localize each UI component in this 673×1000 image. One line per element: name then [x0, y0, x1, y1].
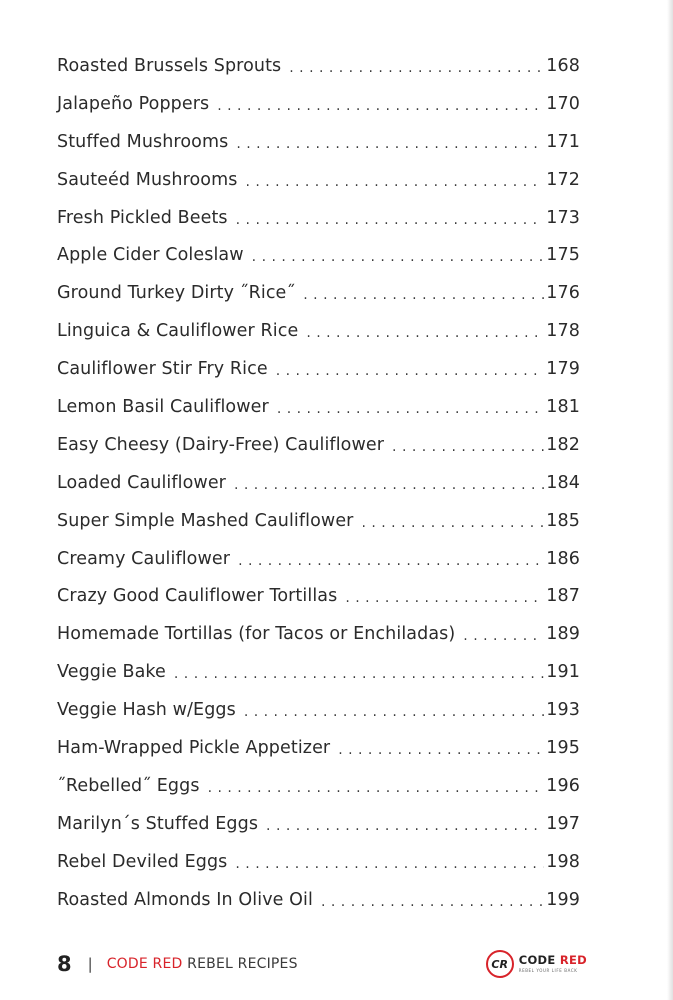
toc-entry — [57, 502, 580, 540]
toc-dot-leader — [361, 515, 544, 531]
toc-entry-title: Veggie Bake — [57, 662, 166, 683]
toc-dot-leader — [208, 780, 544, 796]
toc-entry — [57, 199, 580, 237]
toc-entry-title: Rebel Deviled Eggs — [57, 851, 228, 872]
toc-dot-leader — [338, 742, 544, 758]
footer-brand-rest: REBEL RECIPES — [182, 956, 298, 972]
code-red-logo — [486, 946, 587, 982]
toc-entry — [57, 615, 580, 653]
toc-entry-title: Cauliflower Stir Fry Rice — [57, 359, 268, 380]
toc-entry-title: Ham-Wrapped Pickle Appetizer — [57, 737, 331, 758]
table-of-contents — [57, 47, 580, 918]
toc-entry-title: Veggie Hash w/Eggs — [57, 700, 236, 721]
toc-entry-title: Lemon Basil Cauliflower — [57, 396, 269, 417]
toc-entry-page: 182 — [546, 434, 580, 455]
toc-entry — [57, 767, 580, 805]
toc-entry-page: 176 — [546, 283, 580, 304]
toc-dot-leader — [392, 439, 544, 455]
toc-entry-title: Roasted Brussels Sprouts — [57, 55, 282, 76]
toc-entry — [57, 577, 580, 615]
toc-entry-title: Marilyn´s Stuffed Eggs — [57, 813, 259, 834]
toc-dot-leader — [236, 212, 544, 228]
toc-entry-page: 195 — [546, 737, 580, 758]
toc-entry-page: 191 — [546, 662, 580, 683]
toc-entry — [57, 729, 580, 767]
toc-dot-leader — [244, 704, 544, 720]
toc-entry — [57, 388, 580, 426]
toc-entry — [57, 691, 580, 729]
toc-entry-page: 196 — [546, 775, 580, 796]
toc-dot-leader — [277, 401, 544, 417]
toc-entry-title: ˝Rebelled˝ Eggs — [57, 775, 200, 796]
toc-entry — [57, 464, 580, 502]
toc-dot-leader — [289, 60, 544, 76]
toc-entry — [57, 312, 580, 350]
toc-entry-title: Roasted Almonds In Olive Oil — [57, 889, 313, 910]
toc-entry-page: 168 — [546, 55, 580, 76]
toc-dot-leader — [463, 628, 544, 644]
toc-dot-leader — [235, 856, 544, 872]
toc-dot-leader — [303, 287, 544, 303]
toc-entry-page: 175 — [546, 245, 580, 266]
toc-entry-page: 187 — [546, 586, 580, 607]
toc-dot-leader — [217, 98, 544, 114]
toc-entry-page: 199 — [546, 889, 580, 910]
toc-entry-title: Linguica & Cauliflower Rice — [57, 321, 299, 342]
page-footer — [57, 946, 587, 982]
toc-entry-title: Ground Turkey Dirty ˝Rice˝ — [57, 283, 296, 304]
toc-dot-leader — [345, 590, 544, 606]
toc-entry-page: 171 — [546, 131, 580, 152]
toc-entry-page: 197 — [546, 813, 580, 834]
toc-entry-page: 184 — [546, 472, 580, 493]
logo-text — [519, 955, 587, 973]
page-number: 8 — [57, 952, 72, 976]
toc-entry — [57, 85, 580, 123]
toc-entry-title: Sauteéd Mushrooms — [57, 169, 238, 190]
toc-dot-leader — [234, 477, 544, 493]
toc-entry — [57, 653, 580, 691]
toc-entry-page: 185 — [546, 510, 580, 531]
toc-entry-title: Homemade Tortillas (for Tacos or Enchiladas) — [57, 624, 456, 645]
toc-entry-title: Crazy Good Cauliflower Tortillas — [57, 586, 338, 607]
toc-entry — [57, 843, 580, 881]
toc-entry-title: Loaded Cauliflower — [57, 472, 226, 493]
cr-circle-logo-icon: CR — [486, 950, 514, 978]
toc-dot-leader — [276, 363, 544, 379]
toc-entry-page: 172 — [546, 169, 580, 190]
logo-word-code: CODE — [518, 953, 556, 968]
toc-entry-title: Creamy Cauliflower — [57, 548, 231, 569]
toc-entry-page: 186 — [546, 548, 580, 569]
toc-entry-title: Apple Cider Coleslaw — [57, 245, 244, 266]
page-edge-shadow — [667, 0, 673, 1000]
toc-entry — [57, 805, 580, 843]
toc-entry — [57, 274, 580, 312]
toc-entry — [57, 426, 580, 464]
logo-wordmark — [519, 955, 587, 967]
toc-entry-page: 170 — [546, 93, 580, 114]
toc-entry-title: Fresh Pickled Beets — [57, 207, 228, 228]
toc-entry — [57, 123, 580, 161]
toc-dot-leader — [321, 894, 544, 910]
toc-entry — [57, 236, 580, 274]
toc-entry-page: 181 — [546, 396, 580, 417]
toc-entry-title: Easy Cheesy (Dairy-Free) Cauliflower — [57, 434, 385, 455]
toc-entry-title: Stuffed Mushrooms — [57, 131, 229, 152]
toc-entry — [57, 881, 580, 919]
toc-dot-leader — [174, 666, 544, 682]
toc-dot-leader — [245, 174, 544, 190]
toc-entry-page: 193 — [546, 700, 580, 721]
toc-dot-leader — [252, 249, 544, 265]
toc-dot-leader — [266, 818, 544, 834]
toc-entry-page: 189 — [546, 624, 580, 645]
toc-entry-page: 179 — [546, 359, 580, 380]
toc-entry — [57, 47, 580, 85]
toc-entry-title: Super Simple Mashed Cauliflower — [57, 510, 354, 531]
toc-dot-leader — [306, 325, 544, 341]
logo-tagline: REBEL YOUR LIFE BACK — [518, 967, 578, 973]
logo-word-red: RED — [555, 953, 587, 968]
toc-entry-title: Jalapeño Poppers — [57, 93, 210, 114]
footer-separator: | — [87, 955, 93, 973]
toc-dot-leader — [238, 553, 544, 569]
toc-dot-leader — [236, 136, 544, 152]
toc-entry — [57, 350, 580, 388]
toc-entry — [57, 161, 580, 199]
toc-entry-page: 198 — [546, 851, 580, 872]
toc-entry-page: 178 — [546, 321, 580, 342]
footer-brand-red: CODE RED — [106, 956, 183, 972]
toc-entry-page: 173 — [546, 207, 580, 228]
toc-entry — [57, 540, 580, 578]
footer-book-title — [107, 956, 298, 972]
